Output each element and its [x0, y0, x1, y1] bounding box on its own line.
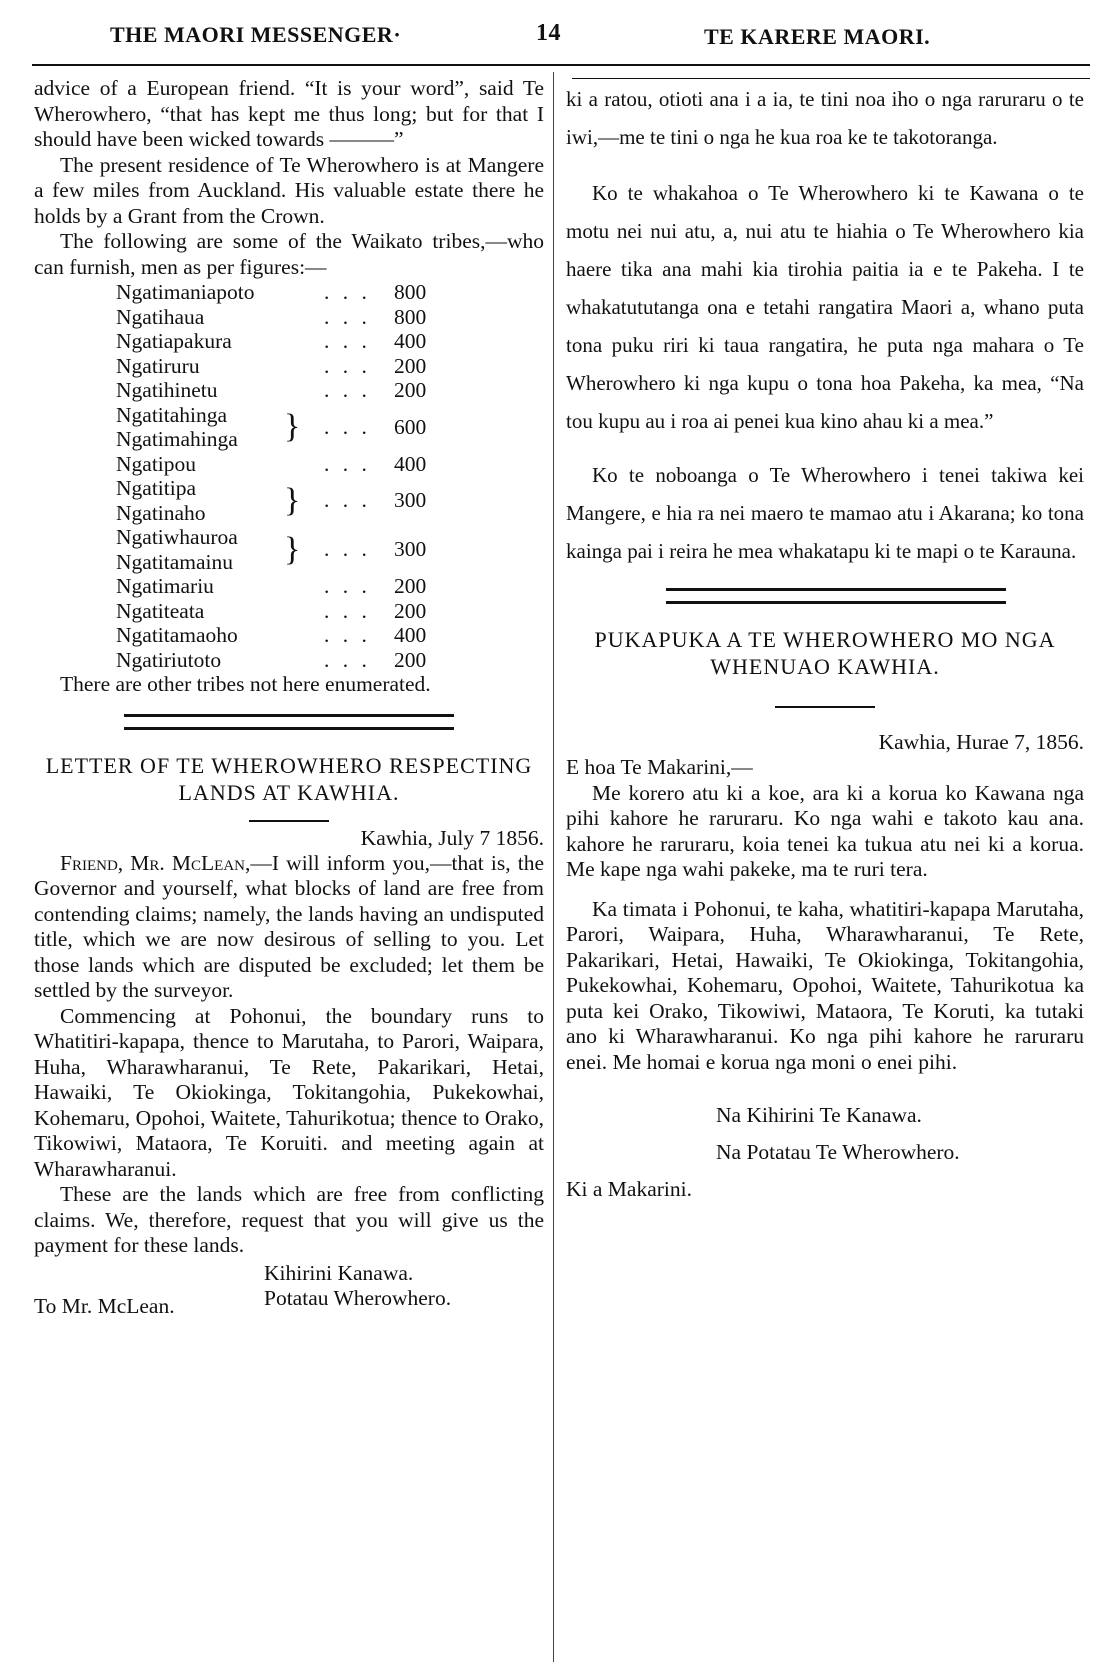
paragraph-residence: The present residence of Te Wherowhero is at Mangere a few miles from Auckland. His valuable estate there he holds by a Grant from the Crown. — [34, 152, 544, 228]
tribe-leader-dots: . . . — [324, 304, 371, 329]
header-title-maori: TE KARERE MAORI. — [704, 24, 931, 49]
tribe-men-count: 800 — [394, 280, 427, 304]
letter-salutation-maori: E hoa Te Makarini,— — [566, 755, 753, 779]
signature-kihirini-maori: Na Kihirini Te Kanawa. — [716, 1103, 922, 1127]
tribe-name: Ngatiteata — [116, 598, 205, 623]
tribe-men-count: 400 — [394, 329, 427, 353]
tribe-name: Ngatimahinga — [116, 427, 238, 451]
tribe-spacer — [284, 354, 324, 379]
tribe-leader-dots: . . . — [324, 414, 371, 439]
english-column — [34, 76, 544, 1318]
tribe-name: Ngatitamainu — [116, 549, 234, 574]
tribe-row — [116, 354, 454, 379]
tribe-brace: } — [284, 408, 301, 445]
tribe-men-count: 400 — [394, 623, 427, 647]
letter-paragraph-payment: These are the lands which are free from conflicting claims. We, therefore, request that you will give us the payment for these lands. — [34, 1182, 544, 1257]
tribe-spacer — [284, 648, 324, 673]
maori-letter-paragraph-1: Me korero atu ki a koe, ara ki a korua ko Kawana nga pihi kahore he raruraru. Ko nga wahi e takoto kau ana. kahore he raruraru, koia tenei ka tukua atu nei ki a korua. Me kape nga wahi pakeke, ma te ruri tera. — [566, 780, 1084, 881]
paragraph-advice: advice of a European friend. “It is your word”, said Te Wherowhero, “that has kept me thus long; but for that I should have been wicked towards ———” — [34, 76, 544, 151]
section-double-rule — [124, 714, 454, 730]
tribe-spacer — [284, 599, 324, 624]
tribe-name: Ngatipou — [116, 451, 197, 476]
paragraph-other-tribes: There are other tribes not here enumerated. — [60, 672, 431, 696]
header-rule — [32, 64, 1090, 66]
section-double-rule-maori — [666, 588, 1006, 604]
tribe-row — [116, 452, 454, 477]
maori-letter-paragraph-2: Ka timata i Pohonui, te kaha, whatitiri-kapapa Marutaha, Parori, Waipara, Huha, Wharawharanui, Te Rete, Pakarikari, Hetai, Hawaiki, Te Okiokinga, Tokitangohia, Pukekowhai, Kohemaru, Opohoi, Waitete, Tahurikotua ka puta kei Orako, Tikowiwi, Mataora, Te Koruti, ka tutaki ano ki Wharawharanui. Ko nga pihi kahore he raruraru enei. Me homai e korua nga moni o enei pihi. — [566, 896, 1084, 1074]
letter-paragraph-1 — [34, 851, 544, 1004]
tribe-men-count: 300 — [394, 488, 427, 513]
tribe-leader-dots: . . . — [324, 537, 371, 562]
tribe-name: Ngatitahinga — [116, 402, 228, 427]
tribe-row — [116, 525, 454, 550]
tribe-leader-dots: . . . — [324, 329, 371, 353]
maori-column — [566, 80, 1084, 1202]
column-divider — [553, 72, 554, 1662]
tribe-name: Ngatiruru — [116, 353, 200, 378]
tribe-name: Ngatihaua — [116, 304, 205, 329]
tribe-leader-dots: . . . — [324, 451, 371, 476]
tribe-leader-dots: . . . — [324, 353, 371, 378]
tribe-men-count: 200 — [394, 353, 427, 378]
tribes-table — [116, 280, 454, 672]
maori-paragraph-2: Ko te whakahoa o Te Wherowhero ki te Kawana o te motu nei nui atu, a, nui atu te hiahia o Te Wherowhero kia haere tika ana mahi kia tirohia paitia ia e te Pakeha. I te whakatututanga ona e tetahi rangatira Maori a, whano puta tona puku riri ki taua rangatira, he puta nga mahara o Te Wherowhero ki nga kupu o tona hoa Pakeha, ka mea, “Na tou kupu au i roa ai penei kua kino ahau ki a mea.” — [566, 181, 1084, 433]
tribe-men-count: 300 — [394, 537, 427, 562]
tribe-spacer — [284, 623, 324, 648]
tribe-row — [116, 599, 454, 624]
tribe-spacer — [284, 574, 324, 599]
maori-paragraph-3: Ko te noboanga o Te Wherowhero i tenei takiwa kei Mangere, e hia ra nei maero te mamao atu i Akarana; ko tona kainga pai i reira he mea whakatapu ki te mapi o te Karauna. — [566, 463, 1084, 563]
tribe-spacer — [284, 305, 324, 330]
tribe-men-count: 200 — [394, 647, 427, 672]
tribe-men-count: 800 — [394, 304, 427, 329]
tribe-name: Ngatiapakura — [116, 329, 232, 353]
tribe-row — [116, 574, 454, 599]
tribe-name: Ngatiwhauroa — [116, 525, 238, 549]
tribe-men-count: 600 — [394, 414, 427, 439]
heading-short-rule-maori — [775, 706, 875, 708]
letter-paragraph-boundary: Commencing at Pohonui, the boundary runs to Whatitiri-kapapa, thence to Marutaha, to Parori, Waipara, Huha, Wharawharanui, Te Rete, Pakarikari, Hetai, Hawaiki, Te Okiokinga, Tokitangohia, Pukekowhai, Kohemaru, Opohoi, Waitete, Tahurikotua; thence to Orako, Tikowiwi, Mataora, Te Koruiti. and meeting again at Wharawharanui. — [34, 1003, 544, 1181]
letter-dateline-maori: Kawhia, Hurae 7, 1856. — [878, 730, 1084, 754]
addressee-maori: Ki a Makarini. — [566, 1177, 692, 1201]
tribe-name: Ngatimaniapoto — [116, 280, 255, 304]
tribe-spacer — [284, 452, 324, 477]
tribe-leader-dots: . . . — [324, 647, 371, 672]
tribe-row — [116, 403, 454, 428]
tribe-row — [116, 648, 454, 673]
page-number: 14 — [536, 20, 561, 46]
header-subrule — [572, 78, 1090, 79]
tribe-spacer — [284, 378, 324, 403]
tribe-row — [116, 280, 454, 305]
letter-heading-english: LETTER OF TE WHEROWHERO RESPECTING LANDS AT KAWHIA. — [45, 752, 533, 805]
tribe-men-count: 200 — [394, 378, 427, 402]
tribe-row — [116, 378, 454, 403]
tribe-brace: } — [284, 530, 301, 568]
tribe-men-count: 200 — [394, 598, 427, 623]
tribe-leader-dots: . . . — [324, 378, 371, 402]
tribe-leader-dots: . . . — [324, 280, 371, 304]
signature-kihirini: Kihirini Kanawa. — [264, 1260, 414, 1285]
tribe-leader-dots: . . . — [324, 488, 371, 513]
tribe-leader-dots: . . . — [324, 598, 371, 623]
tribe-row — [116, 305, 454, 330]
paragraph-tribes-intro: The following are some of the Waikato tribes,—who can furnish, men as per figures:— — [34, 229, 544, 279]
tribe-name: Ngatitamaoho — [116, 623, 238, 647]
tribe-men-count: 200 — [394, 574, 427, 598]
tribe-leader-dots: . . . — [324, 623, 371, 647]
page-header — [0, 18, 1114, 58]
tribe-name: Ngatimariu — [116, 574, 214, 598]
tribe-row — [116, 623, 454, 648]
letter-paragraph-1-text: —I will inform you,—that is, the Governor and yourself, what blocks of land are free from contending claims; namely, the lands having an undisputed title, which we are now desirous of selling to you. Let those lands which are disputed be excluded; let them be settled by the surveyor. — [34, 850, 544, 1002]
tribe-spacer — [284, 280, 324, 305]
signature-potatau: Potatau Wherowhero. — [264, 1285, 452, 1310]
tribe-leader-dots: . . . — [324, 574, 371, 598]
letter-dateline-english: Kawhia, July 7 1856. — [360, 825, 544, 850]
header-title-english: THE MAORI MESSENGER· — [110, 22, 402, 47]
letter-salutation-english: Friend, Mr. McLean, — [60, 850, 251, 875]
addressee-english: To Mr. McLean. — [34, 1293, 175, 1318]
tribe-men-count: 400 — [394, 451, 427, 476]
heading-short-rule — [249, 820, 329, 822]
maori-paragraph-1: ki a ratou, otioti ana i a ia, te tini noa iho o nga raruraru o te iwi,—me te tini o nga he kua roa ke te takotoranga. — [566, 87, 1084, 149]
tribe-row — [116, 329, 454, 354]
tribe-brace: } — [284, 481, 301, 519]
signature-potatau-maori: Na Potatau Te Wherowhero. — [716, 1140, 960, 1164]
tribe-name: Ngatihinetu — [116, 378, 218, 402]
tribe-name: Ngatitipa — [116, 476, 197, 500]
tribe-spacer — [284, 329, 324, 354]
letter-heading-maori: PUKAPUKA A TE WHEROWHERO MO NGA WHENUAO KAWHIA. — [594, 627, 1056, 679]
tribe-name: Ngatinaho — [116, 500, 206, 525]
tribe-row — [116, 476, 454, 501]
tribe-name: Ngatiriutoto — [116, 647, 222, 672]
